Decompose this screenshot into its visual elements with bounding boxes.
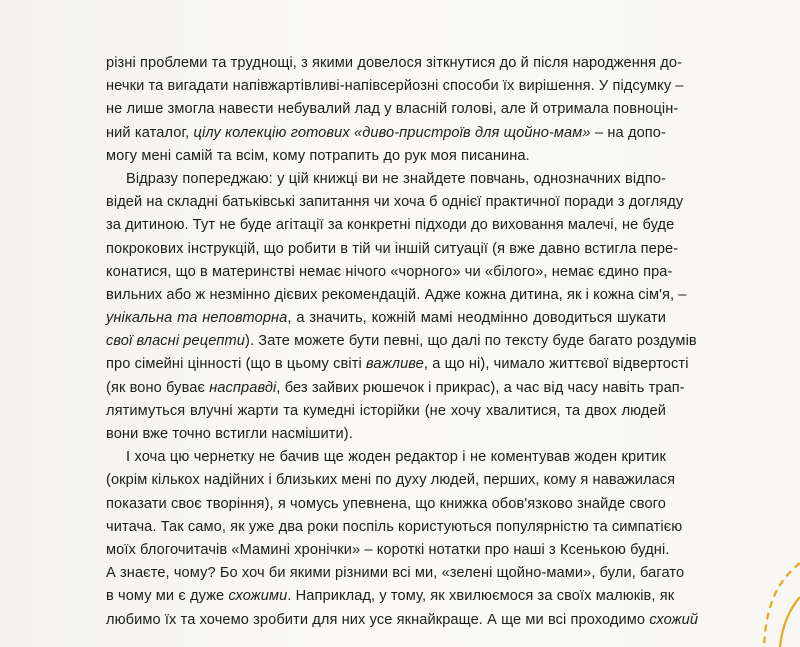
- text-segment: могу мені самій та всім, кому потрапить до рук моя писанина.: [106, 147, 530, 164]
- text-segment: (окрім кількох надійних і близьких мені по духу людей, перших, кому я наважилася: [106, 472, 676, 489]
- text-line: [106, 284, 687, 307]
- text-segment: читача. Так само, як уже два роки поспіль користуються популярністю та симпатією: [106, 518, 683, 535]
- text-segment: Відразу попереджаю: у цій книжці ви не знайдете повчань, однозначних відпо-: [126, 170, 666, 187]
- text-segment: (як воно буває: [106, 379, 210, 396]
- text-segment: ). Зате можете бути певні, що далі по тексту буде багато роздумів: [245, 333, 697, 350]
- text-line: [106, 516, 683, 539]
- text-segment: покрокових інструкцій, що робити в тій чи іншій ситуації (я вже давно встигла пере-: [106, 240, 679, 257]
- text-segment: не лише змогла навести небувалий лад у власній голові, але й отримала повноцін-: [106, 101, 679, 118]
- text-line: [106, 330, 697, 353]
- italic-text: цілу колекцію готових «диво-пристроїв для щойно-мам»: [193, 124, 591, 141]
- text-line: [106, 307, 666, 330]
- text-segment: лятимуться влучні жарти та кумедні історійки (не хочу хвалитися, та двох людей: [106, 402, 666, 419]
- text-segment: вильних або ж незмінно дієвих рекомендацій. Адже кожна дитина, як і кожна сім'я, –: [106, 286, 687, 303]
- text-segment: різні проблеми та труднощі, з якими довелося зіткнутися до й після народження до-: [106, 55, 683, 71]
- text-segment: А знаєте, чому? Бо хоч би якими різними всі ми, «зелені щойно-мами», були, багато: [106, 565, 685, 582]
- italic-text: схожий: [649, 611, 699, 628]
- text-segment: – на допо-: [590, 124, 666, 141]
- text-segment: моїх блогочитачів «Мамині хронічки» – короткі нотатки про наші з Ксенькою будні.: [106, 541, 670, 558]
- text-segment: , а що ні), чимало життєвої відвертості: [423, 356, 689, 373]
- text-line: [106, 400, 666, 423]
- body-text: [106, 52, 699, 632]
- text-line: [106, 609, 699, 632]
- italic-text: схожими: [228, 588, 288, 605]
- text-segment: показати своє творіння), я чомусь упевнена, що книжка обов'язково знайде свого: [106, 495, 666, 512]
- text-segment: , а значить, кожній мамі неодмінно доводиться шукати: [287, 310, 666, 327]
- text-line: [106, 539, 670, 562]
- text-segment: вони вже точно встигли насмішити).: [106, 426, 353, 442]
- italic-text: свої власні рецепти: [106, 333, 246, 350]
- text-line: [106, 98, 679, 121]
- text-segment: , без зайвих рюшечок і прикрас), а час від часу навіть трап-: [276, 379, 685, 396]
- text-line: [106, 493, 666, 516]
- paragraph: [106, 446, 699, 632]
- paragraph: [106, 168, 697, 446]
- text-line: [106, 168, 666, 191]
- text-segment: відей на складні батьківські запитання чи хоча б однієї практичної поради з догляду: [106, 194, 684, 211]
- text-segment: ний каталог,: [106, 124, 194, 141]
- text-line: [106, 469, 676, 492]
- text-segment: конатися, що в материнстві немає нічого «чорного» чи «білого», немає єдино пра-: [106, 263, 673, 280]
- orange-curve-ornament: [730, 557, 800, 647]
- text-line: [106, 122, 666, 145]
- text-line: [106, 585, 675, 608]
- paragraph: [106, 52, 684, 168]
- text-line: [106, 145, 666, 168]
- text-line: [106, 261, 673, 284]
- text-segment: за дитиною. Тут не буде агітації за конкретні підходи до виховання малечі, не буде: [106, 217, 675, 234]
- text-line: [106, 52, 683, 75]
- text-segment: . Наприклад, у тому, як хвилюємося за своїх малюків, як: [287, 588, 675, 605]
- text-line: [106, 214, 675, 237]
- italic-text: важливе: [365, 356, 424, 373]
- text-line: [106, 446, 666, 469]
- text-line: [106, 423, 666, 446]
- italic-text: насправді: [209, 379, 277, 396]
- text-line: [106, 377, 685, 400]
- text-line: [106, 75, 684, 98]
- text-line: [106, 562, 685, 585]
- text-line: [106, 191, 684, 214]
- text-segment: І хоча цю чернетку не бачив ще жоден редактор і не коментував жоден критик: [126, 449, 666, 466]
- text-segment: про сімейні цінності (що в цьому світі: [106, 356, 366, 373]
- italic-text: унікальна та неповторна: [106, 310, 288, 327]
- text-segment: нечки та вигадати напівжартівливі-напівсерйозні способи їх вирішення. У підсумку –: [106, 78, 684, 95]
- text-segment: любимо їх та хочемо зробити для них усе якнайкраще. А ще ми всі проходимо: [106, 611, 650, 628]
- text-segment: в чому ми є дуже: [106, 588, 229, 605]
- text-line: [106, 238, 679, 261]
- text-line: [106, 353, 689, 376]
